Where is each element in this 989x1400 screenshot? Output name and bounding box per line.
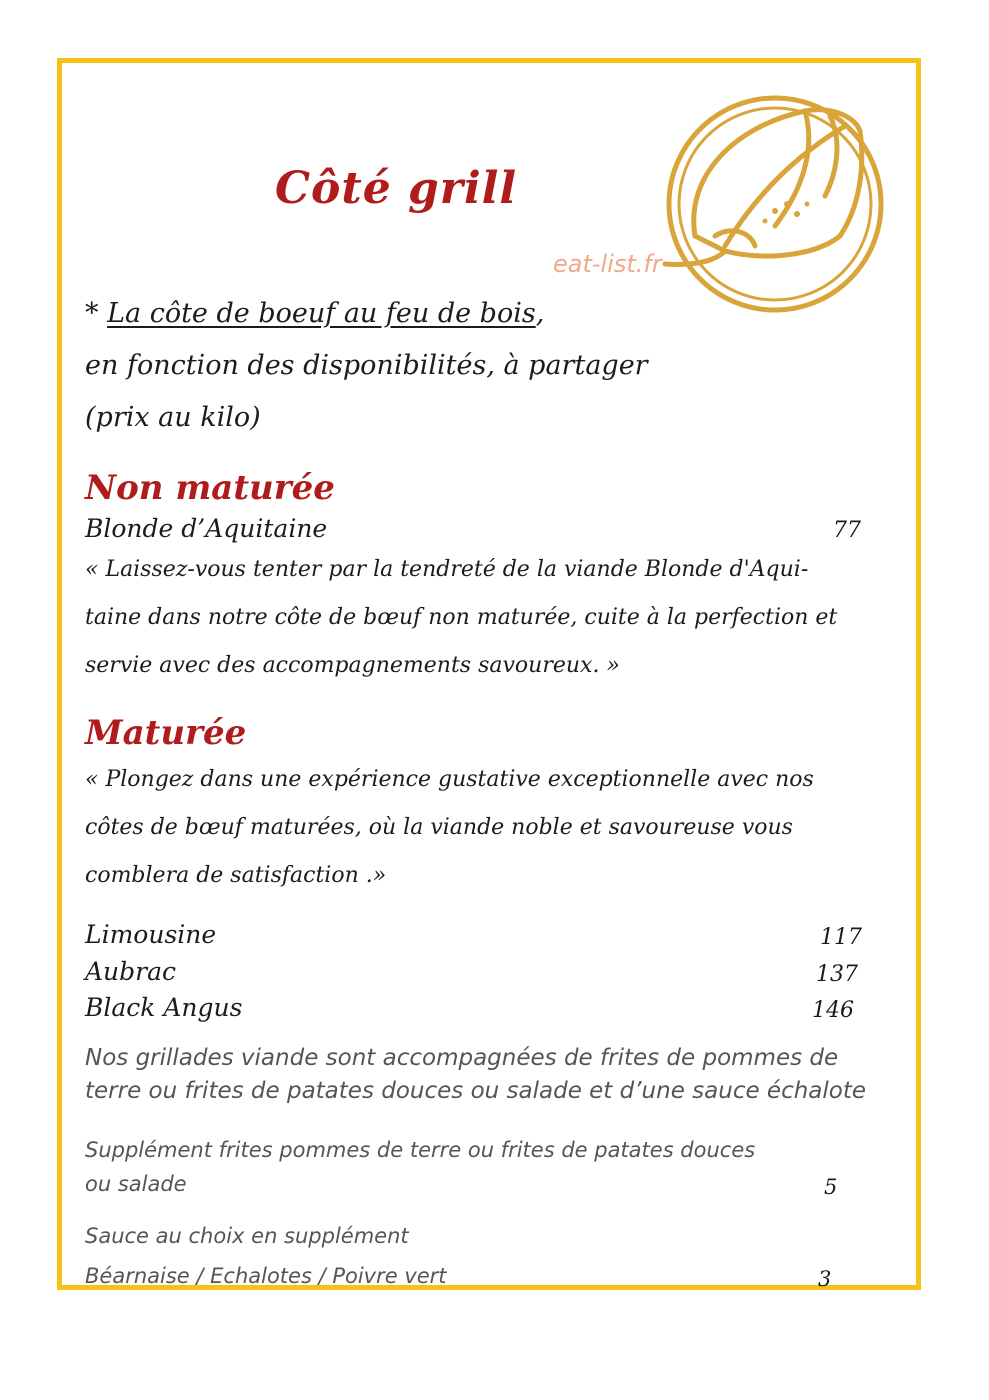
description-line: comblera de satisfaction .» — [85, 863, 387, 888]
accompaniment-note: terre ou frites de patates douces ou salade et d’une sauce échalote — [85, 1078, 867, 1104]
menu-item-name: Blonde d’Aquitaine — [85, 514, 328, 543]
grilled-meat-leaf-icon — [655, 86, 891, 322]
intro-line-3: (prix au kilo) — [85, 402, 261, 433]
watermark: eat-list.fr — [553, 250, 662, 278]
supplement-sauce-price: 3 — [818, 1267, 832, 1291]
section-heading-maturee: Maturée — [85, 713, 247, 753]
menu-item-price: 146 — [812, 998, 854, 1023]
description-line: servie avec des accompagnements savoureux. » — [85, 653, 620, 678]
menu-item-name: Aubrac — [85, 957, 177, 986]
menu-item-name: Limousine — [85, 920, 217, 949]
section-heading-non-maturee: Non maturée — [85, 468, 335, 508]
description-line: « Laissez-vous tenter par la tendreté de la viande Blonde d'Aqui- — [85, 557, 809, 582]
intro-line-2: en fonction des disponibilités, à partager — [85, 350, 648, 381]
page-title: Côté grill — [275, 163, 518, 214]
menu-item-price: 117 — [820, 925, 862, 950]
description-line: côtes de bœuf maturées, où la viande noble et savoureuse vous — [85, 815, 793, 840]
intro-line-1 — [85, 298, 544, 329]
menu-item-price: 77 — [833, 518, 861, 543]
menu-item-price: 137 — [816, 962, 858, 987]
intro-underlined-title: La côte de boeuf au feu de bois — [107, 298, 536, 329]
supplement-fries-label: Supplément frites pommes de terre ou frites de patates douces — [85, 1138, 756, 1162]
intro-comma: , — [535, 298, 545, 329]
description-line: taine dans notre côte de bœuf non maturée, cuite à la perfection et — [85, 605, 838, 630]
intro-star: * — [85, 298, 108, 329]
supplement-sauce-options: Béarnaise / Echalotes / Poivre vert — [85, 1264, 447, 1288]
accompaniment-note: Nos grillades viande sont accompagnées de frites de pommes de — [85, 1045, 839, 1071]
supplement-fries-label: ou salade — [85, 1172, 187, 1196]
description-line: « Plongez dans une expérience gustative exceptionnelle avec nos — [85, 767, 814, 792]
menu-item-name: Black Angus — [85, 993, 243, 1022]
supplement-fries-price: 5 — [824, 1175, 838, 1199]
supplement-sauce-label: Sauce au choix en supplément — [85, 1224, 409, 1248]
